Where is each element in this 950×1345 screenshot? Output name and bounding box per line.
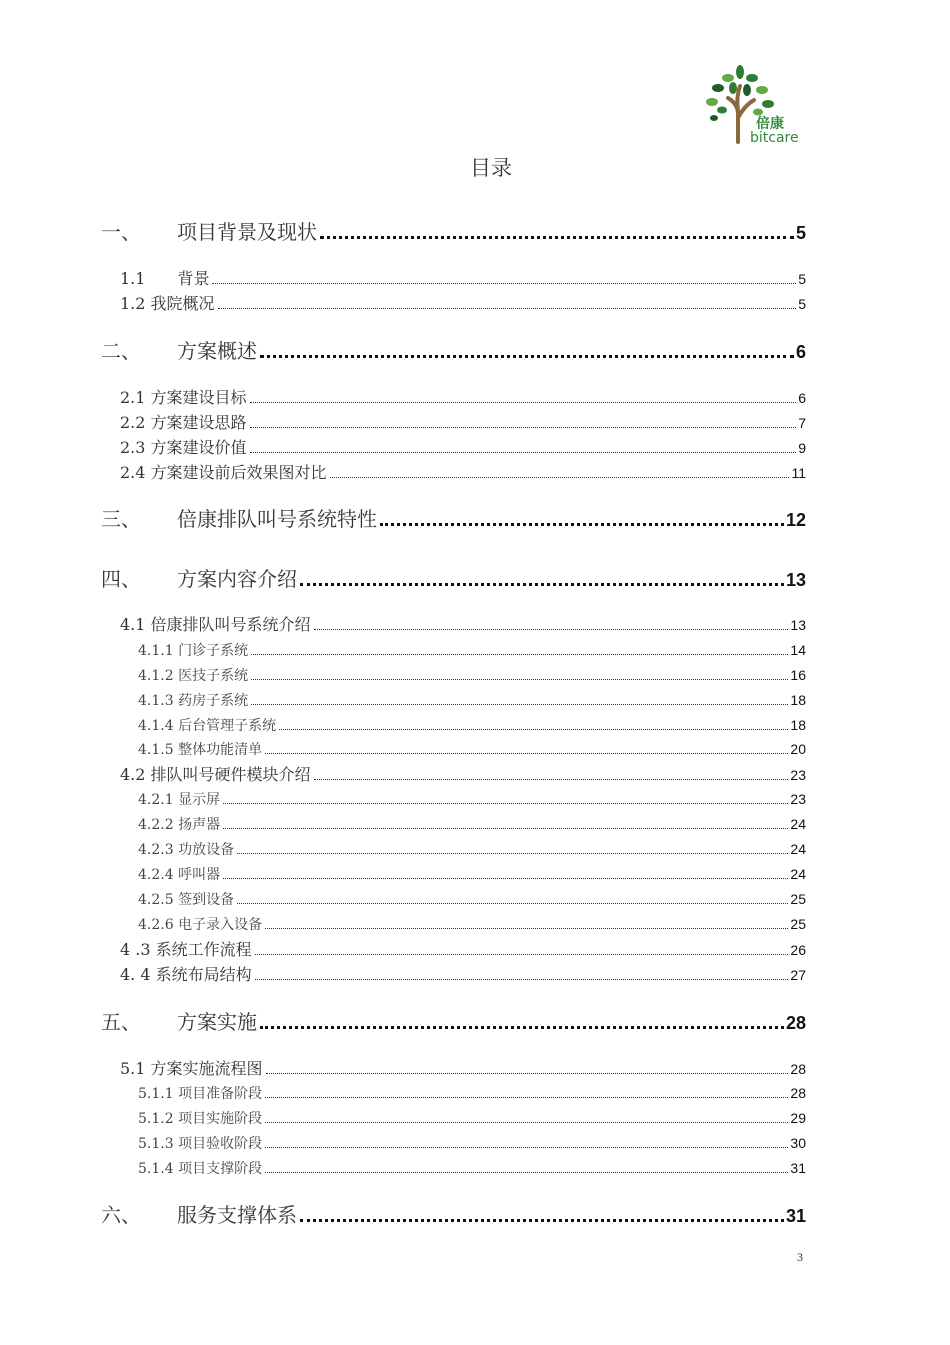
toc-entry-page: 28 (790, 1085, 806, 1101)
toc-entry-page: 6 (795, 342, 806, 362)
toc-leader-dots (314, 778, 789, 780)
toc-entry-page: 5 (795, 223, 806, 243)
toc-entry-page: 28 (785, 1013, 806, 1033)
toc-entry-page: 25 (790, 916, 806, 932)
toc-entry-number: 四、 (101, 567, 141, 591)
toc-entry-page: 20 (790, 741, 806, 757)
toc-entry-title: 4. 4 系统布局结构 (120, 965, 252, 984)
toc-entry[interactable] (138, 1108, 806, 1128)
toc-entry-page: 23 (790, 767, 806, 783)
toc-leader-dots (251, 678, 788, 680)
toc-entry-page: 13 (790, 617, 806, 633)
toc-entry-title: 4.2.6 电子录入设备 (138, 917, 263, 933)
toc-entry[interactable] (101, 1199, 806, 1228)
toc-entry[interactable] (101, 335, 806, 364)
toc-entry[interactable] (101, 563, 806, 592)
toc-entry-title: 4.1.1 门诊子系统 (138, 643, 249, 659)
toc-entry-title: 4.2.4 呼叫器 (138, 867, 221, 883)
toc-entry-page: 31 (790, 1160, 806, 1176)
toc-entry[interactable] (138, 914, 806, 934)
toc-entry-title: 方案内容介绍 (177, 567, 297, 591)
toc-entry[interactable] (120, 962, 806, 985)
toc-entry[interactable] (138, 1083, 806, 1103)
toc-entry[interactable] (101, 1006, 806, 1035)
toc-entry-title: 4.1.3 药房子系统 (138, 693, 249, 709)
toc-entry-title: 4.1.4 后台管理子系统 (138, 718, 277, 734)
toc-leader-dots (250, 401, 797, 403)
toc-entry-title: 服务支撑体系 (177, 1203, 297, 1227)
toc-entry[interactable] (101, 503, 806, 532)
toc-entry-page: 29 (790, 1110, 806, 1126)
toc-leader-dots (265, 927, 788, 929)
toc-entry-title: 4.2.3 功放设备 (138, 842, 235, 858)
toc-leader-dots (260, 1025, 784, 1029)
toc-entry-title: 5.1.2 项目实施阶段 (138, 1111, 263, 1127)
toc-entry-page: 13 (785, 570, 806, 590)
toc-entry[interactable] (138, 864, 806, 884)
toc-entry-page: 18 (790, 717, 806, 733)
toc-leader-dots (265, 1096, 788, 1098)
toc-entry-title: 4.2.5 签到设备 (138, 892, 235, 908)
toc-entry[interactable] (120, 410, 806, 433)
toc-leader-dots (266, 1072, 789, 1074)
toc-leader-dots (250, 426, 797, 428)
toc-entry-page: 5 (798, 296, 806, 312)
toc-entry[interactable] (138, 839, 806, 859)
toc-leader-dots (237, 852, 788, 854)
toc-entry-page: 25 (790, 891, 806, 907)
toc-entry-title: 1.1 背景 (120, 269, 210, 288)
toc-entry-number: 五、 (101, 1010, 141, 1034)
toc-entry[interactable] (120, 762, 806, 785)
toc-leader-dots (314, 628, 789, 630)
toc-entry-title: 4.1.5 整体功能清单 (138, 742, 263, 758)
toc-leader-dots (300, 1218, 784, 1222)
toc-entry-page: 24 (790, 841, 806, 857)
toc-entry-title: 方案概述 (177, 339, 257, 363)
toc-entry[interactable] (120, 266, 806, 289)
toc-entry-title: 2.2 方案建设思路 (120, 413, 247, 432)
toc-leader-dots (265, 1171, 788, 1173)
toc-leader-dots (279, 728, 788, 730)
toc-entry[interactable] (138, 739, 806, 759)
toc-entry-number: 一、 (101, 220, 141, 244)
toc-entry-title: 项目背景及现状 (177, 220, 317, 244)
toc-entry-title: 4.1 倍康排队叫号系统介绍 (120, 615, 311, 634)
toc-entry-page: 5 (798, 271, 806, 287)
toc-leader-dots (212, 282, 796, 284)
logo-brand-cn: 倍康 (756, 116, 784, 132)
toc-entry-page: 6 (798, 390, 806, 406)
toc-title: 目录 (470, 156, 512, 180)
toc-entry-page: 16 (790, 667, 806, 683)
toc-entry-page: 23 (790, 791, 806, 807)
toc-leader-dots (251, 653, 788, 655)
toc-entry-page: 24 (790, 866, 806, 882)
toc-entry-page: 9 (798, 440, 806, 456)
toc-entry-page: 11 (791, 465, 806, 481)
toc-entry-title: 5.1 方案实施流程图 (120, 1059, 263, 1078)
toc-entry-title: 4.1.2 医技子系统 (138, 668, 249, 684)
toc-entry-number: 三、 (101, 507, 141, 531)
toc-entry-page: 12 (785, 510, 806, 530)
toc-leader-dots (223, 877, 788, 879)
toc-leader-dots (320, 235, 794, 239)
toc-leader-dots (218, 307, 797, 309)
toc-entry[interactable] (138, 640, 806, 660)
toc-leader-dots (237, 902, 788, 904)
toc-leader-dots (255, 978, 789, 980)
toc-entry-page: 14 (790, 642, 806, 658)
toc-leader-dots (223, 802, 788, 804)
toc-leader-dots (265, 1146, 788, 1148)
toc-leader-dots (223, 827, 788, 829)
toc-leader-dots (250, 451, 797, 453)
toc-entry-title: 4.2.1 显示屏 (138, 792, 221, 808)
toc-entry-title: 2.1 方案建设目标 (120, 388, 247, 407)
toc-entry-title: 4 .3 系统工作流程 (120, 940, 252, 959)
toc-leader-dots (330, 476, 790, 478)
toc-entry-page: 7 (798, 415, 806, 431)
toc-leader-dots (255, 953, 789, 955)
toc-entry-page: 26 (790, 942, 806, 958)
toc-entry[interactable] (101, 216, 806, 245)
toc-entry[interactable] (120, 435, 806, 458)
toc-leader-dots (260, 354, 794, 358)
toc-entry-title: 4.2 排队叫号硬件模块介绍 (120, 765, 311, 784)
toc-entry-title: 4.2.2 扬声器 (138, 817, 221, 833)
toc-entry-page: 27 (790, 967, 806, 983)
toc-entry[interactable] (138, 715, 806, 735)
toc-entry-title: 方案实施 (177, 1010, 257, 1034)
toc-entry-page: 18 (790, 692, 806, 708)
toc-entry-title: 5.1.4 项目支撑阶段 (138, 1161, 263, 1177)
toc-entry-title: 2.4 方案建设前后效果图对比 (120, 463, 327, 482)
toc-entry[interactable] (138, 665, 806, 685)
toc-leader-dots (380, 522, 784, 526)
toc-entry[interactable] (120, 612, 806, 635)
toc-entry-title: 倍康排队叫号系统特性 (177, 507, 377, 531)
toc-entry[interactable] (120, 291, 806, 314)
toc-entry[interactable] (138, 690, 806, 710)
toc-entry[interactable] (138, 1158, 806, 1178)
toc-entry-page: 28 (790, 1061, 806, 1077)
toc-entry[interactable] (138, 1133, 806, 1153)
toc-entry-title: 5.1.3 项目验收阶段 (138, 1136, 263, 1152)
toc-entry-page: 30 (790, 1135, 806, 1151)
toc-leader-dots (251, 703, 788, 705)
toc-entry-number: 六、 (101, 1203, 141, 1227)
toc-entry[interactable] (120, 937, 806, 960)
page-number: 3 (797, 1250, 803, 1264)
toc-entry[interactable] (138, 889, 806, 909)
toc-entry-number: 二、 (101, 339, 141, 363)
toc-entry-title: 2.3 方案建设价值 (120, 438, 247, 457)
toc-entry[interactable] (120, 1056, 806, 1079)
toc-entry-title: 1.2 我院概况 (120, 294, 215, 313)
logo-brand-en: bitcare (750, 130, 799, 146)
toc-entry-title: 5.1.1 项目准备阶段 (138, 1086, 263, 1102)
toc-entry[interactable] (138, 814, 806, 834)
toc-entry[interactable] (120, 385, 806, 408)
toc-entry[interactable] (138, 789, 806, 809)
toc-entry-page: 31 (785, 1206, 806, 1226)
toc-leader-dots (300, 582, 784, 586)
toc-entry[interactable] (120, 460, 806, 483)
toc-leader-dots (265, 752, 788, 754)
toc-leader-dots (265, 1121, 788, 1123)
toc-entry-page: 24 (790, 816, 806, 832)
